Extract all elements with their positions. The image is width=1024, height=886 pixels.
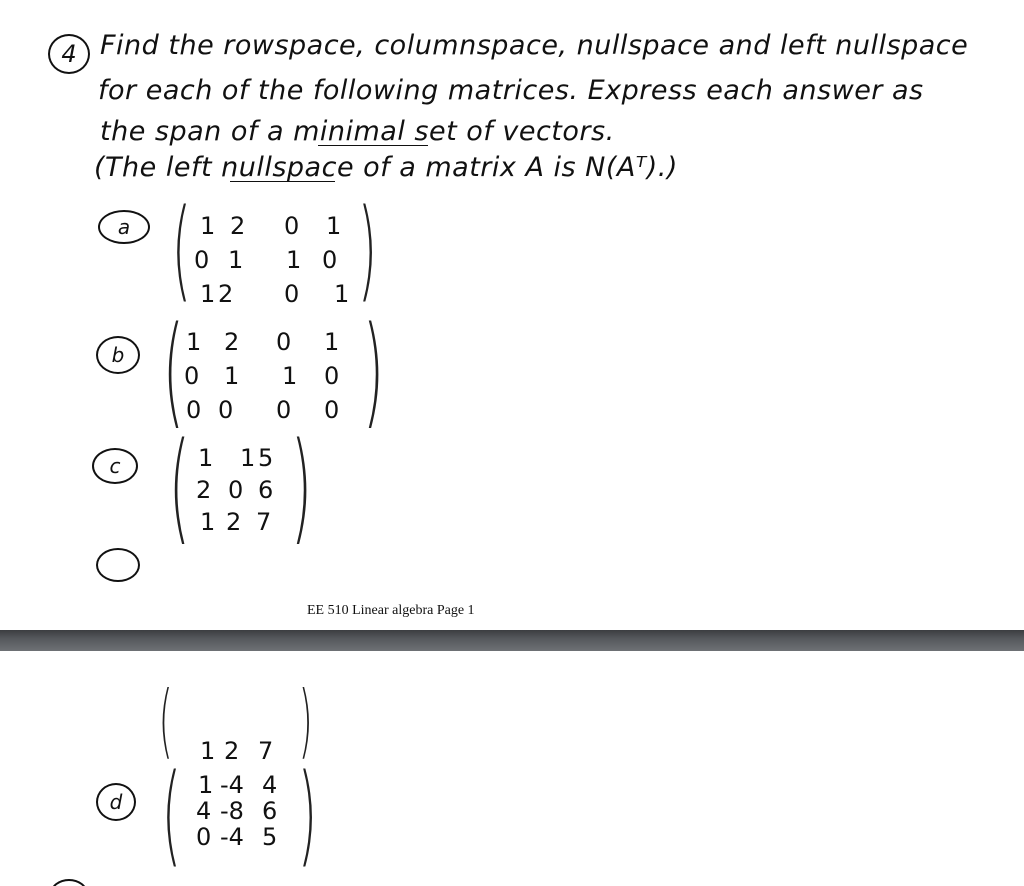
part-d-cell: 5	[262, 823, 278, 851]
part-b-cell: 0	[218, 396, 234, 424]
part-b-cell: 1	[186, 328, 202, 356]
part-d-cell: -4	[220, 771, 244, 799]
part-a-cell: 1	[228, 246, 244, 274]
part-a-right-paren: )	[357, 185, 378, 313]
problem-number: 4	[61, 40, 77, 68]
part-c-cell: 1	[198, 444, 214, 472]
part-b-right-paren: )	[362, 302, 384, 441]
carry-cell: 1	[200, 737, 216, 765]
underline-nullspace	[230, 181, 335, 182]
part-c-label-circle	[92, 448, 138, 484]
page-break-separator	[0, 630, 1024, 651]
part-d-cell: -4	[220, 823, 244, 851]
part-a-label: a	[117, 215, 131, 239]
part-b-cell: 0	[324, 396, 340, 424]
part-b-cell: 2	[224, 328, 240, 356]
part-b-cell: 0	[324, 362, 340, 390]
part-e-label-circle-clipped	[50, 879, 88, 886]
part-c-cell: 5	[258, 444, 274, 472]
part-d-cell: 6	[262, 797, 278, 825]
part-a-cell: 1	[200, 212, 216, 240]
part-c-cell: 2	[196, 476, 212, 504]
problem-line-2: for each of the following matrices. Express each answer as	[98, 75, 924, 106]
underline-minimal	[318, 145, 428, 146]
part-c-right-paren: )	[290, 418, 312, 557]
part-a-cell: 2	[230, 212, 246, 240]
carry-left-paren: (	[158, 674, 173, 767]
part-c-cell: 7	[256, 508, 272, 536]
part-a-cell: 0	[194, 246, 210, 274]
part-a-cell: 0	[284, 280, 300, 308]
part-a-cell: 1	[326, 212, 342, 240]
part-b-cell: 0	[184, 362, 200, 390]
part-a-label-circle	[98, 210, 150, 244]
part-b-label-circle	[96, 336, 140, 374]
part-b-cell: 0	[276, 328, 292, 356]
part-c-cell: 6	[258, 476, 274, 504]
carry-cell: 7	[258, 737, 274, 765]
part-c-cell: 0	[228, 476, 244, 504]
part-c-left-paren: (	[168, 418, 190, 557]
part-a-cell: 2	[218, 280, 234, 308]
part-b-cell: 0	[186, 396, 202, 424]
carry-right-paren: )	[298, 674, 313, 767]
part-c-cell: 2	[226, 508, 242, 536]
part-d-cell: -8	[220, 797, 244, 825]
problem-line-4: (The left nullspace of a matrix A is N(Aᵀ).)	[94, 152, 678, 183]
part-a-left-paren: (	[171, 185, 192, 313]
part-a-cell: 1	[334, 280, 350, 308]
part-a-cell: 0	[322, 246, 338, 274]
part-a-cell: 1	[286, 246, 302, 274]
notebook-page-2	[0, 651, 1024, 886]
part-d-cell: 1	[198, 771, 214, 799]
part-d-label: d	[109, 790, 123, 814]
part-b-cell: 1	[282, 362, 298, 390]
part-b-cell: 1	[324, 328, 340, 356]
problem-number-circle	[48, 34, 90, 74]
problem-line-3: the span of a minimal set of vectors.	[100, 116, 615, 147]
part-d-cell: 4	[262, 771, 278, 799]
part-b-cell: 0	[276, 396, 292, 424]
part-c-cell: 1	[240, 444, 256, 472]
part-c-cell: 1	[200, 508, 216, 536]
part-b-label: b	[111, 343, 125, 367]
carry-cell: 2	[224, 737, 240, 765]
part-c-label: c	[109, 454, 121, 478]
part-d-cell: 0	[196, 823, 212, 851]
page-footer: EE 510 Linear algebra Page 1	[307, 603, 475, 618]
part-d-right-paren: )	[297, 750, 318, 878]
part-d-label-circle	[96, 783, 136, 821]
part-a-cell: 0	[284, 212, 300, 240]
part-d-cell: 4	[196, 797, 212, 825]
part-a-cell: 1	[200, 280, 216, 308]
part-d-label-circle-clipped	[96, 548, 140, 582]
part-b-left-paren: (	[162, 302, 184, 441]
part-d-left-paren: (	[161, 750, 182, 878]
part-b-cell: 1	[224, 362, 240, 390]
problem-line-1: Find the rowspace, columnspace, nullspace and left nullspace	[100, 30, 969, 61]
